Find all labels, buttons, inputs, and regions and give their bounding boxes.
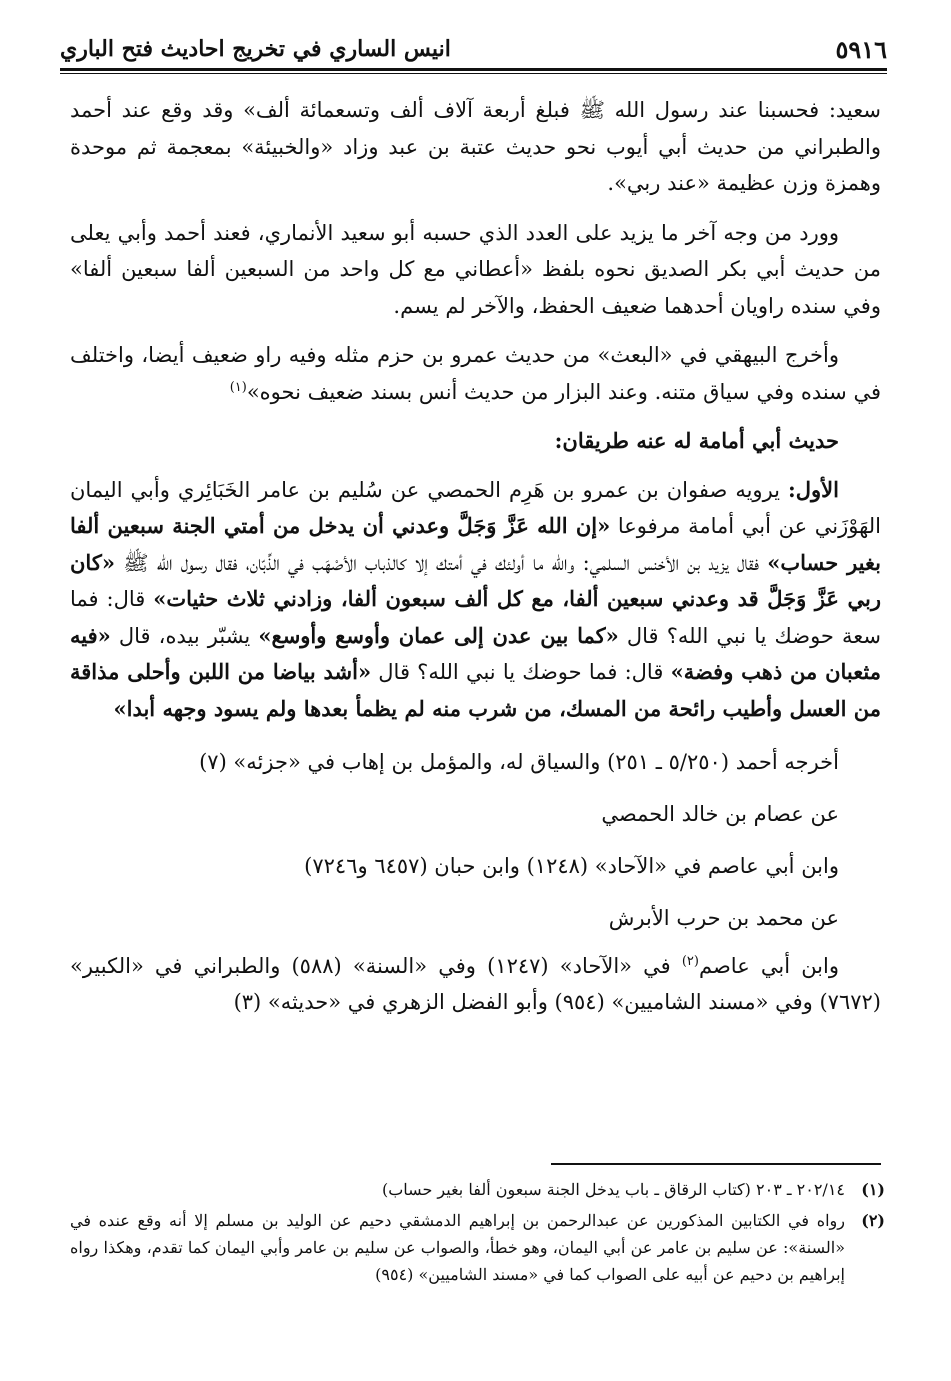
- paragraph-first-route: [70, 472, 881, 728]
- header-rule-thin: [60, 73, 887, 74]
- source-line-3: وابن أبي عاصم في «الآحاد» (١٢٤٨) وابن حبان (٦٤٥٧ و٧٢٤٦): [304, 854, 839, 878]
- main-text: [70, 92, 881, 1033]
- footnote-separator: [551, 1163, 881, 1165]
- source-line-2: عن عصام بن خالد الحمصي: [601, 802, 839, 826]
- header-rule: [60, 68, 887, 71]
- hadith-text-2: فقال يزيد بن الأخنس السلمي: والله ما أولئك في أمتك إلا كالذباب الأصْهَب في الذِّبّان، فقال رسول الله ﷺ: [114, 550, 768, 575]
- hadith-quote-1: «إن الله عَزَّ وَجَلَّ وعدني أن يدخل من أمتي الجنة سبعين ألفا بغير حساب»: [70, 513, 881, 575]
- paragraph-1: سعيد: فحسبنا عند رسول الله ﷺ فبلغ أربعة آلاف ألف وتسعمائة ألف» وقد وقع عند أحمد والطبراني من حديث أبي أيوب نحو حديث عتبة بن عبد وزاد «والخبيئة» بمعجمة ثم موحدة وهمزة وزن عظيمة «عند ربي».: [70, 98, 881, 195]
- hadith-text-4: يشبّر بيده، قال: [110, 623, 259, 648]
- page-number: ٥٩١٦: [835, 34, 887, 64]
- source-line-5: [70, 948, 881, 1020]
- footnote-text: رواه في الكتابين المذكورين عن عبدالرحمن بن إبراهيم الدمشقي دحيم عن الوليد بن مسلم إلا أنه وقع عنده في «السنة»: عن سليم بن عامر عن أبي اليمان، وهو خطأ، والصواب عن سليم بن عامر وأبي اليمان كما تقدم، وهكذا رواه إبراهيم بن دحيم عن أبيه على الصواب كما في «مسند الشاميين» (٩٥٤): [70, 1211, 845, 1284]
- page-header: [60, 32, 887, 66]
- hadith-text-3: قال: فما سعة حوضك يا نبي الله؟ قال: [70, 587, 881, 648]
- footnote-number: (١): [861, 1180, 885, 1199]
- paragraph-3-text: وأخرج البيهقي في «البعث» من حديث عمرو بن حزم مثله وفيه راو ضعيف أيضا، واختلف في سنده وفي سياق متنه. وعند البزار من حديث أنس بسند ضعيف نحوه»: [70, 343, 881, 404]
- hadith-quote-3: «كما بين عدن إلى عمان وأوسع وأوسع»: [258, 622, 619, 648]
- hadith-text-5: قال: فما حوضك يا نبي الله؟ قال: [371, 660, 671, 684]
- source-line-1: أخرجه أحمد (٥/٢٥٠ ـ ٢٥١) والسياق له، والمؤمل بن إهاب في «جزئه» (٧): [199, 750, 839, 774]
- first-label: الأول:: [788, 476, 839, 502]
- hadith-isnad: يرويه صفوان بن عمرو بن هَرِم الحمصي عن سُليم بن عامر الخَبَائِري وأبي اليمان الهَوْزَني عن أبي أمامة مرفوعا: [70, 477, 881, 538]
- footnotes: [70, 1176, 885, 1292]
- section-heading: حديث أبي أمامة له عنه طريقان:: [554, 428, 839, 453]
- source-line-5-a: وابن أبي عاصم: [698, 954, 840, 978]
- footnote-ref-2: (٢): [681, 954, 699, 969]
- hadith-quote-4: «فيه مثعبان من ذهب وفضة»: [70, 622, 881, 684]
- footnote-number: (٢): [861, 1211, 885, 1230]
- footnote-1: [70, 1176, 885, 1203]
- footnote-2: [70, 1207, 885, 1288]
- hadith-quote-5: «أشد بياضا من اللبن وأحلى مذاقة من العسل وأطيب رائحة من المسك، من شرب منه لم يظمأ بعدها ولم يسود وجهه أبدا»: [70, 659, 881, 721]
- hadith-quote-2: «كان ربي عَزَّ وَجَلَّ قد وعدني سبعين ألفا، مع كل ألف سبعون ألفا، وزادني ثلاث حثيات»: [70, 549, 881, 611]
- footnote-text: ٢٠٢/١٤ ـ ٢٠٣ (كتاب الرقاق ـ باب يدخل الجنة سبعون ألفا بغير حساب): [382, 1180, 845, 1199]
- source-line-4: عن محمد بن حرب الأبرش: [608, 906, 839, 930]
- running-title: انيس الساري في تخريج احاديث فتح الباري: [60, 36, 451, 62]
- paragraph-3: [70, 337, 881, 410]
- footnote-ref-1: (١): [229, 379, 247, 395]
- paragraph-2: وورد من وجه آخر ما يزيد على العدد الذي حسبه أبو سعيد الأنماري، فعند أحمد وأبي يعلى من حديث أبي بكر الصديق نحوه بلفظ «أعطاني مع كل واحد من السبعين ألفا سبعين ألفا» وفي سنده راويان أحدهما ضعيف الحفظ، والآخر لم يسم.: [70, 220, 881, 318]
- source-line-5-b: في «الآحاد» (١٢٤٧) وفي «السنة» (٥٨٨) والطبراني في «الكبير» (٧٦٧٢) وفي «مسند الشاميين» (٩٥٤) وأبو الفضل الزهري في «حديثه» (٣): [70, 954, 881, 1014]
